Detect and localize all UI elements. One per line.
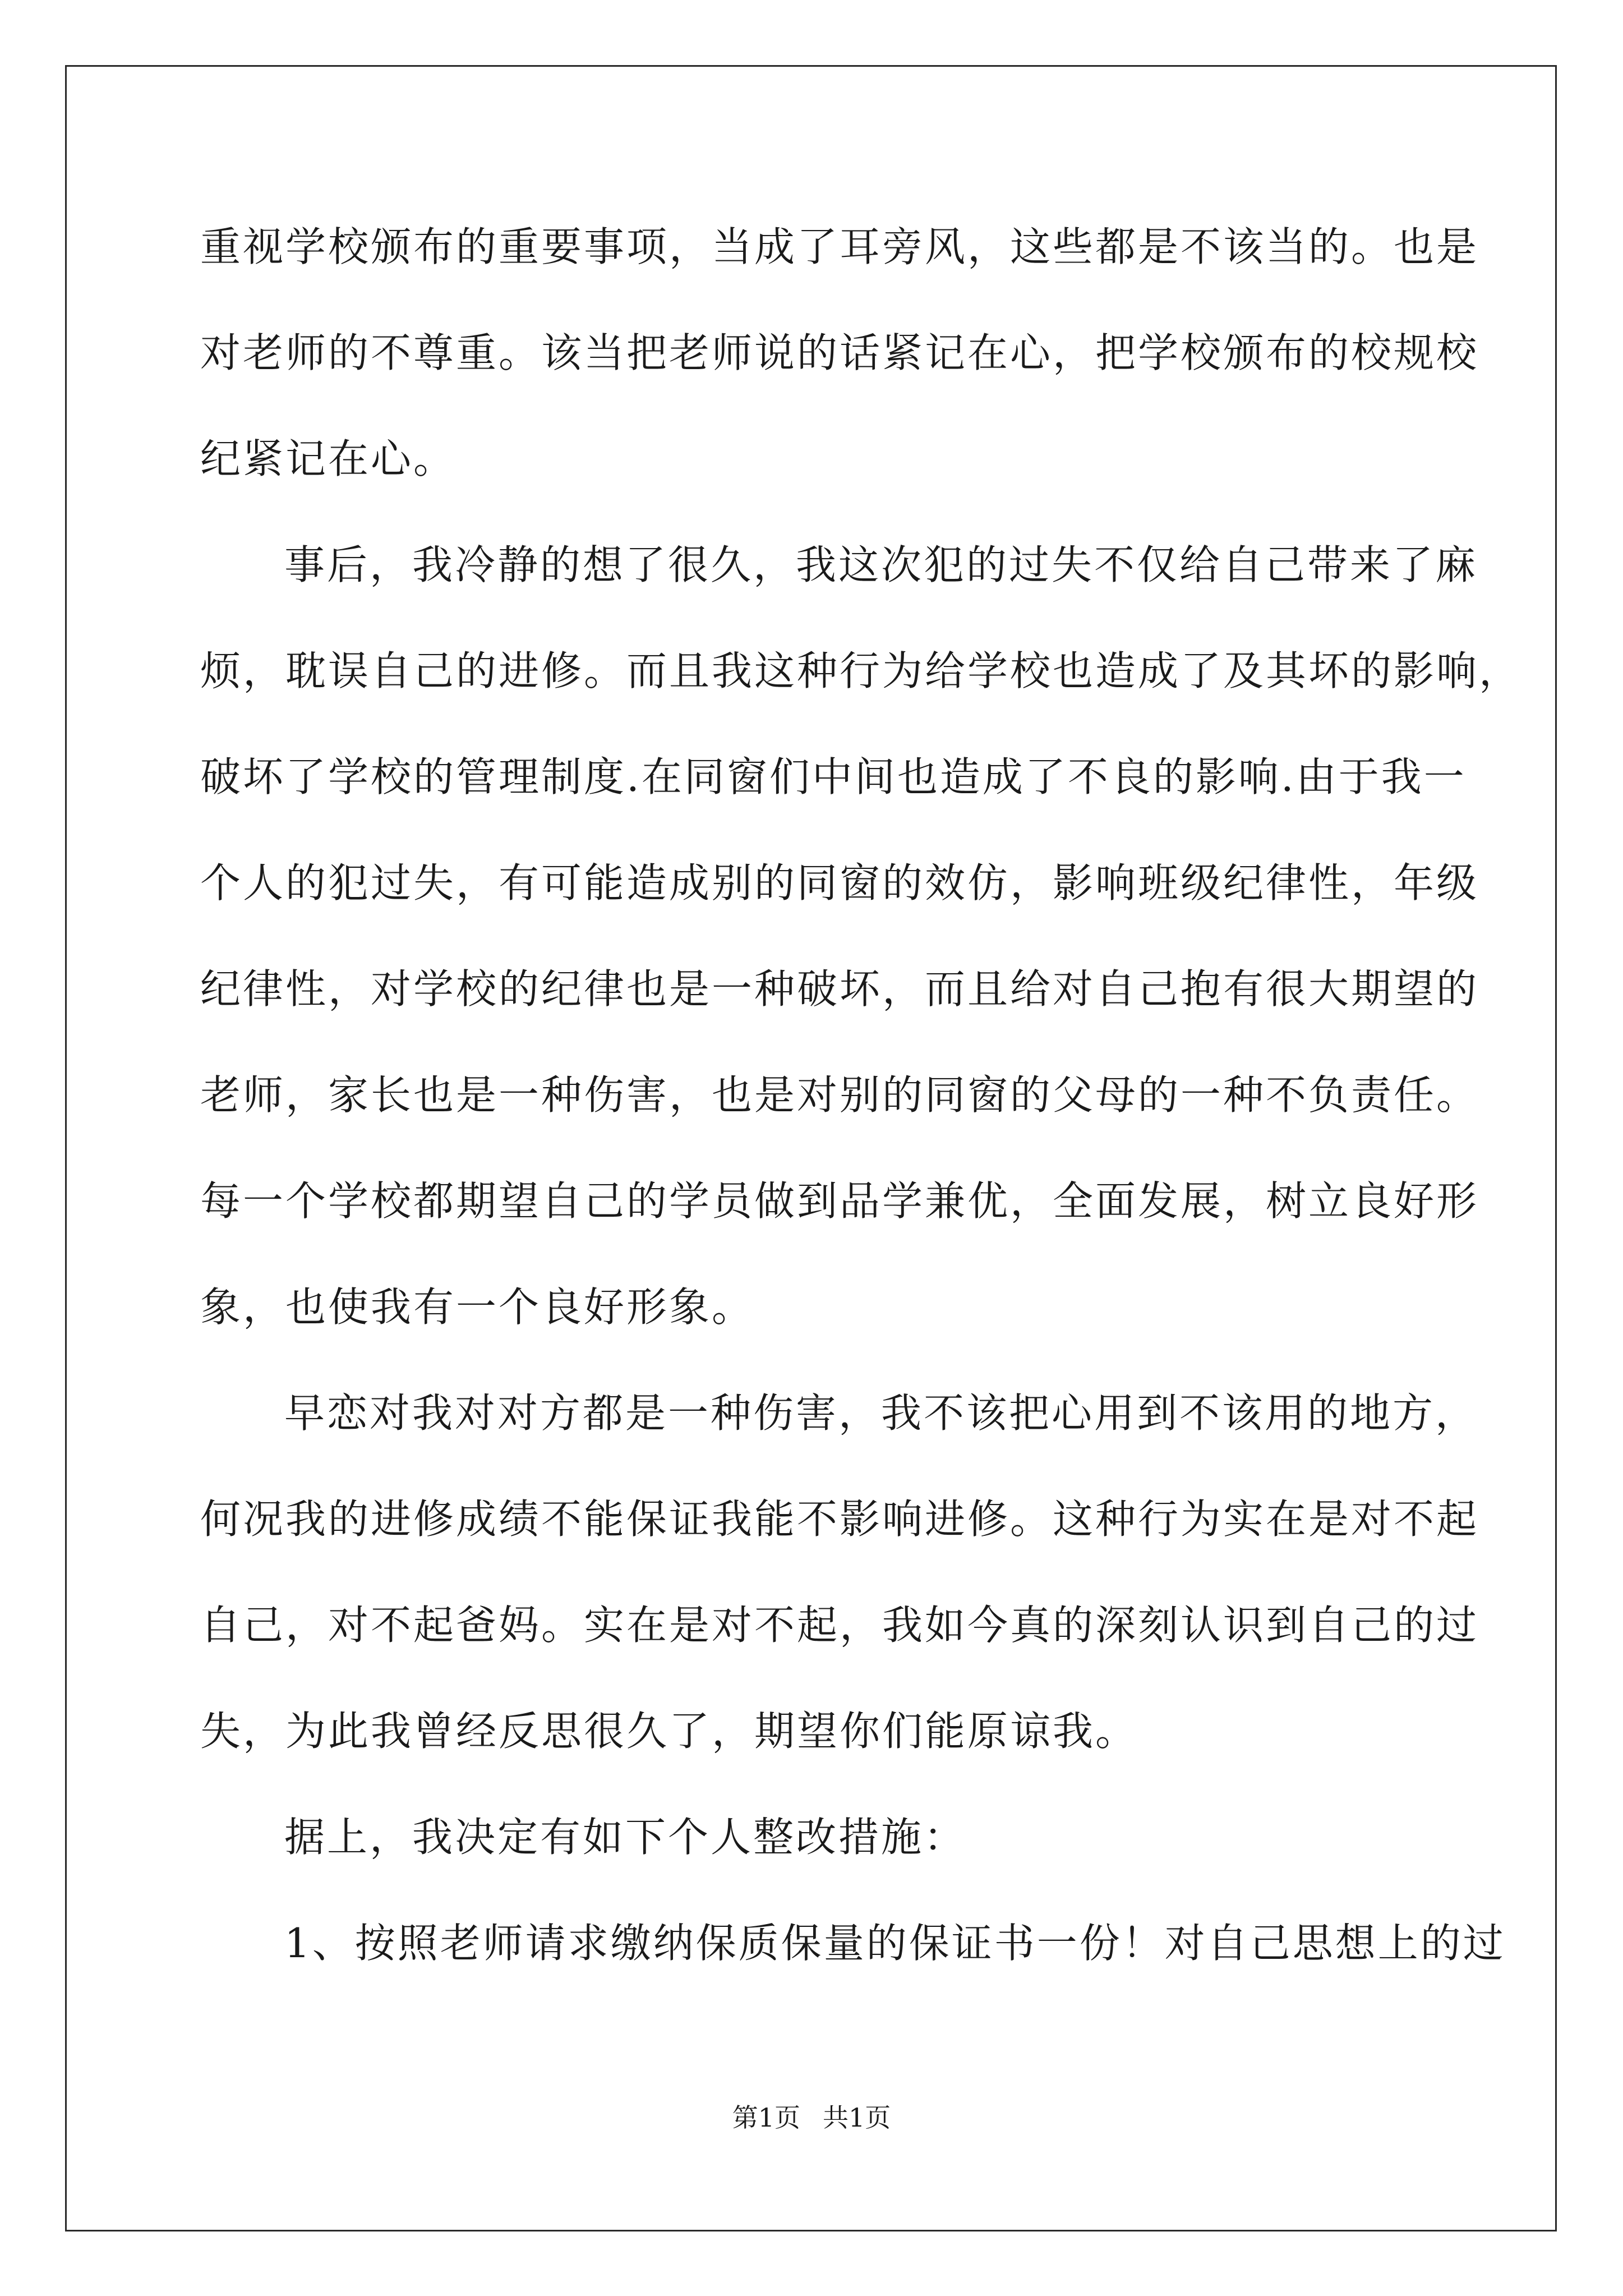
text-line: 重视学校颁布的重要事项，当成了耳旁风，这些都是不该当的。也是 (200, 223, 1479, 270)
text-line: 自己，对不起爸妈。实在是对不起，我如今真的深刻认识到自己的过 (200, 1602, 1479, 1649)
text-line: 失，为此我曾经反思很久了，期望你们能原谅我。 (200, 1708, 1138, 1755)
text-line: 纪紧记在心。 (200, 435, 457, 482)
text-line: 对老师的不尊重。该当把老师说的话紧记在心，把学校颁布的校规校 (200, 329, 1479, 376)
text-line: 象，也使我有一个良好形象。 (200, 1283, 755, 1331)
text-line: 破坏了学校的管理制度.在同窗们中间也造成了不良的影响.由于我一 (200, 753, 1467, 800)
text-line: 每一个学校都期望自己的学员做到品学兼优，全面发展，树立良好形 (200, 1177, 1479, 1225)
text-line: 早恋对我对对方都是一种伤害，我不该把心用到不该用的地方， (284, 1389, 1478, 1437)
page-border (65, 65, 1557, 2231)
text-line: 纪律性，对学校的纪律也是一种破坏，而且给对自己抱有很大期望的 (200, 965, 1479, 1013)
text-line: 据上，我决定有如下个人整改措施： (284, 1814, 967, 1861)
page-footer (0, 2101, 1623, 2134)
text-line: 个人的犯过失，有可能造成别的同窗的效仿，影响班级纪律性，年级 (200, 859, 1479, 907)
page-number-current: 第1页 (732, 2102, 800, 2133)
text-line: 何况我的进修成绩不能保证我能不影响进修。这种行为实在是对不起 (200, 1496, 1479, 1543)
text-line: 1、按照老师请求缴纳保质保量的保证书一份！对自己思想上的过 (284, 1920, 1506, 1967)
text-line: 事后，我冷静的想了很久，我这次犯的过失不仅给自己带来了麻 (284, 541, 1478, 588)
text-line: 烦，耽误自己的进修。而且我这种行为给学校也造成了及其坏的影响， (200, 647, 1522, 694)
page-number-total: 共1页 (823, 2102, 891, 2133)
text-line: 老师，家长也是一种伤害，也是对别的同窗的父母的一种不负责任。 (200, 1071, 1479, 1119)
